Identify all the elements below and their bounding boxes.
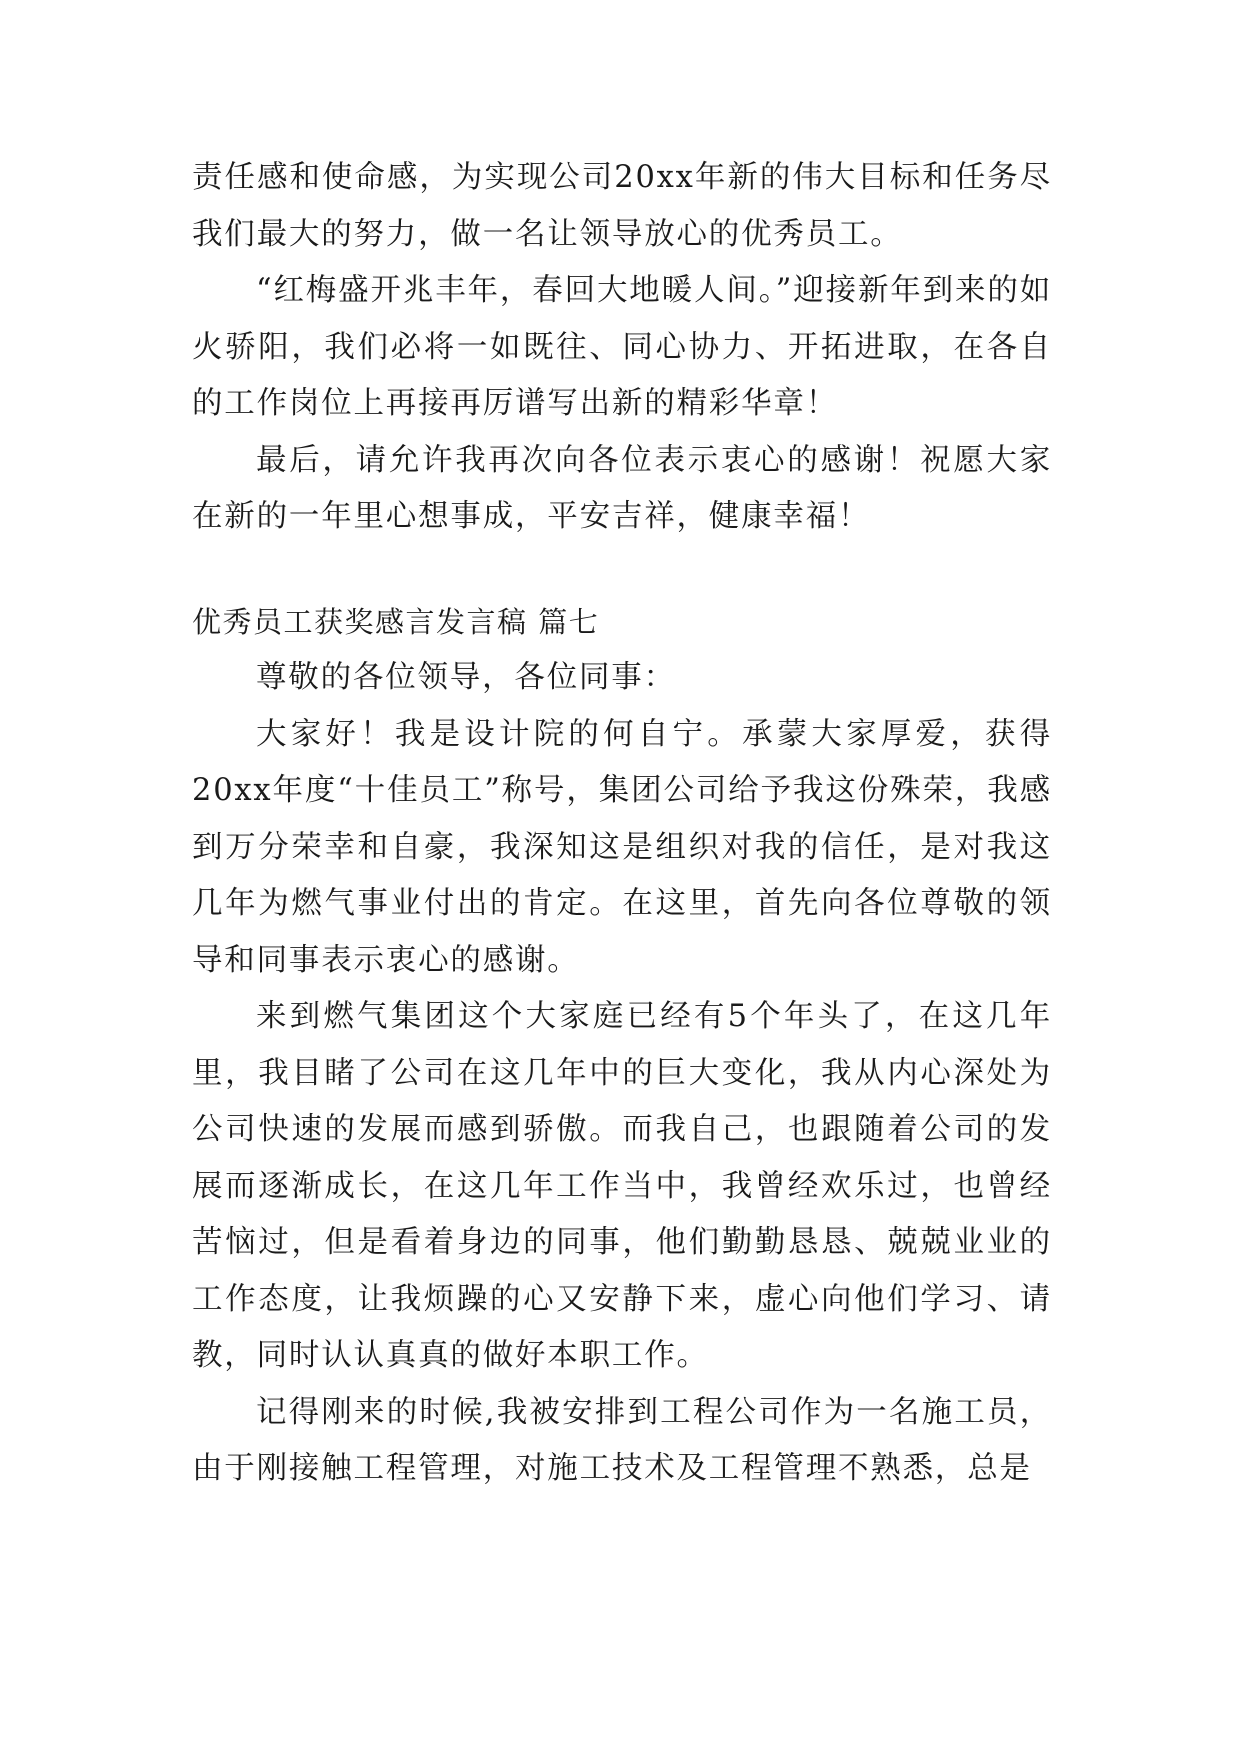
document-body bbox=[192, 150, 1052, 1498]
paragraph-five-years: 来到燃气集团这个大家庭已经有5个年头了，在这几年里，我目睹了公司在这几年中的巨大变化，我从内心深处为公司快速的发展而感到骄傲。而我自己，也跟随着公司的发展而逐渐成长，在这几年工作当中，我曾经欢乐过，也曾经苦恼过，但是看着身边的同事，他们勤勤恳恳、兢兢业业的工作态度，让我烦躁的心又安静下来，虚心向他们学习、请教，同时认认真真的做好本职工作。 bbox=[192, 999, 1052, 1373]
section-title: 优秀员工获奖感言发言稿 篇七 bbox=[192, 604, 600, 639]
paragraph-greeting: 大家好！我是设计院的何自宁。承蒙大家厚爱，获得20xx年度“十佳员工”称号，集团公司给予我这份殊荣，我感到万分荣幸和自豪，我深知这是组织对我的信任，是对我这几年为燃气事业付出的肯定。在这里，首先向各位尊敬的领导和同事表示衷心的感谢。 bbox=[192, 716, 1052, 978]
paragraph-salutation: 尊敬的各位领导，各位同事： bbox=[256, 660, 676, 695]
section-spacer bbox=[192, 546, 1052, 594]
paragraph-early-days: 记得刚来的时候,我被安排到工程公司作为一名施工员，由于刚接触工程管理，对施工技术及工程管理不熟悉，总是 bbox=[192, 1394, 1052, 1486]
paragraph-final-thanks: 最后，请允许我再次向各位表示衷心的感谢！祝愿大家在新的一年里心想事成，平安吉祥，健康幸福！ bbox=[192, 442, 1052, 534]
paragraph-closing-responsibility: 责任感和使命感，为实现公司20xx年新的伟大目标和任务尽我们最大的努力，做一名让领导放心的优秀员工。 bbox=[192, 160, 1052, 252]
paragraph-new-year-quote: “红梅盛开兆丰年，春回大地暖人间。”迎接新年到来的如火骄阳，我们必将一如既往、同心协力、开拓进取，在各自的工作岗位上再接再厉谱写出新的精彩华章！ bbox=[192, 273, 1052, 421]
